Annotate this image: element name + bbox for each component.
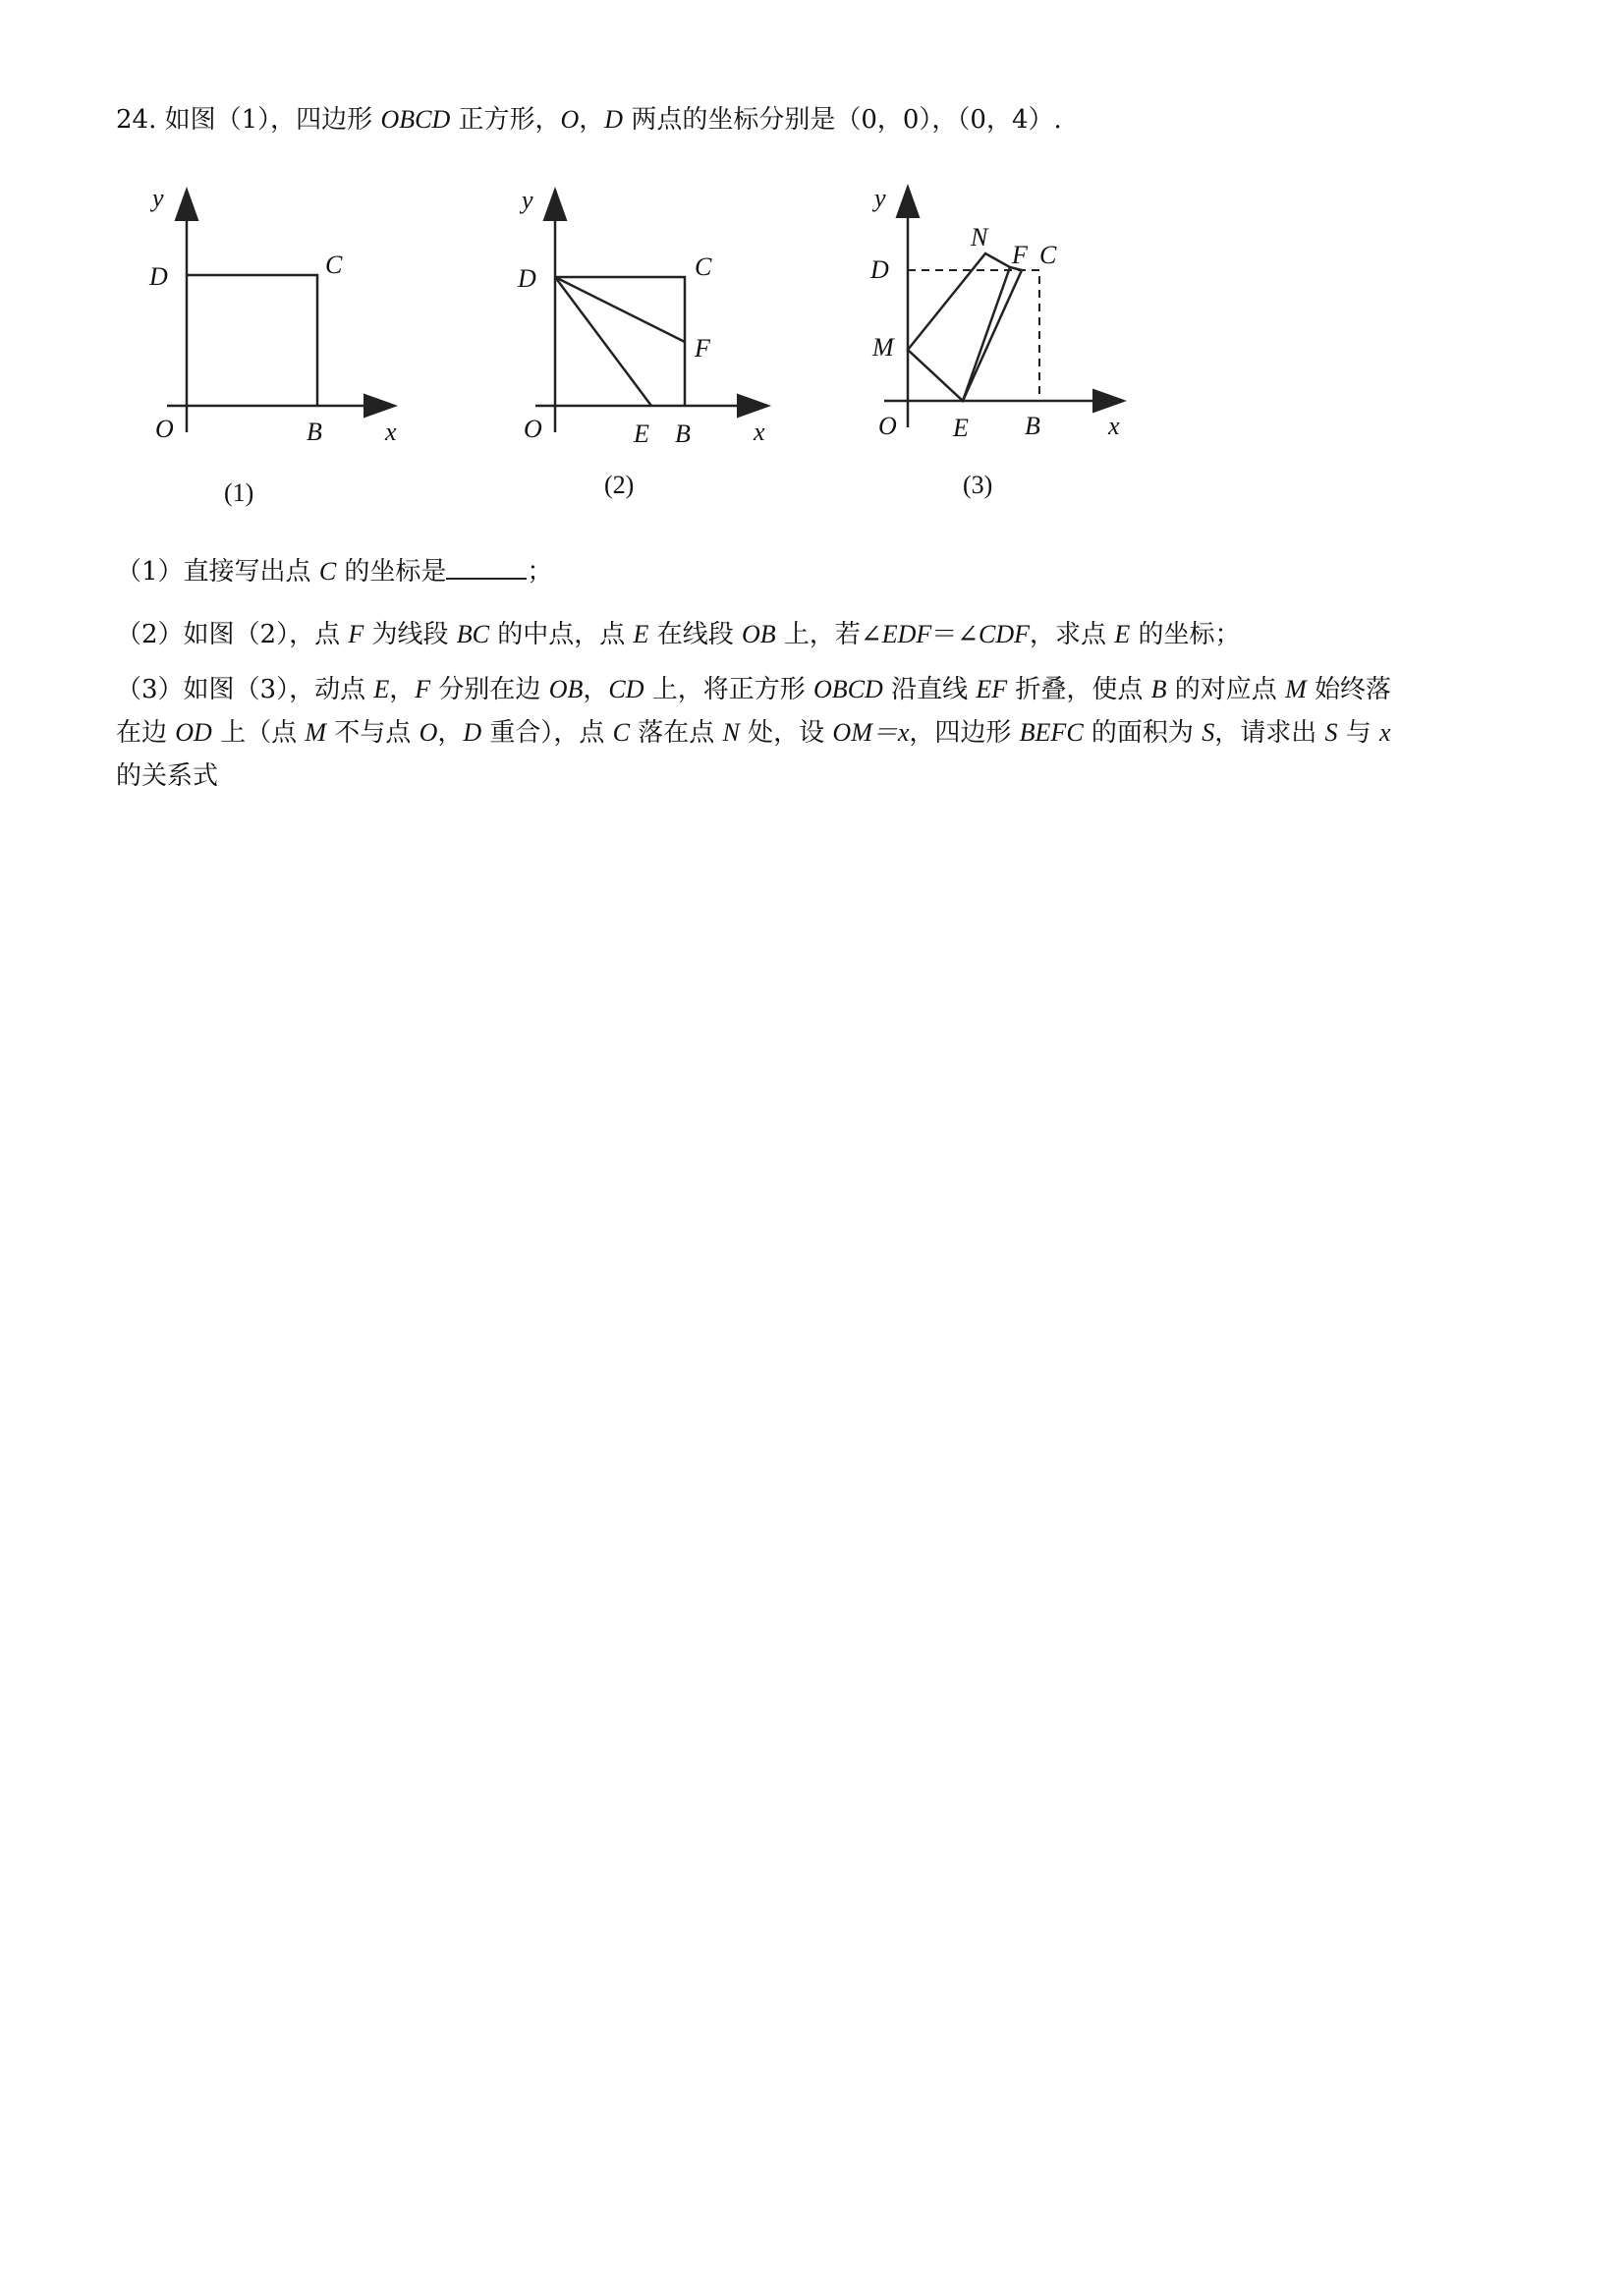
square-obcd [187,275,317,406]
question-2: （2）如图（2），点 F 为线段 BC 的中点，点 E 在线段 OB 上，若∠EDF＝∠CDF，求点 E 的坐标； [116,620,1241,649]
problem-number: 24. [116,105,157,135]
label-c: C [325,251,343,279]
caption-3: (3) [963,471,993,499]
label-x: x [1108,412,1120,440]
caption-1: (1) [224,478,254,507]
label-x: x [754,418,765,446]
label-y: y [152,184,164,212]
question-3-line-3: 的关系式 [116,761,219,791]
label-f: F [1012,241,1028,269]
label-d: D [518,264,536,293]
figure-1 [138,177,422,521]
dashed-square [908,270,1039,401]
label-m: M [872,333,894,362]
label-n: N [971,223,988,252]
label-c: C [695,252,712,281]
label-x: x [385,418,397,446]
label-d: D [870,255,889,284]
label-c: C [1039,241,1057,269]
folded-quadrilateral [908,253,1022,401]
square-obcd [555,277,685,406]
label-o: O [524,415,542,443]
question-3-line-1: （3）如图（3），动点 E，F 分别在边 OB，CD 上，将正方形 OBCD 沿直线 EF 折叠，使点 B 的对应点 M 始终落 [116,675,1391,704]
label-y: y [874,184,886,212]
label-b: B [675,420,691,448]
problem-intro: 24. 如图（1），四边形 OBCD 正方形，O，D 两点的坐标分别是（0，0），（0，4）. [116,105,1062,135]
label-e: E [953,414,969,442]
answer-blank[interactable] [446,554,527,580]
segment-ef [963,267,1010,401]
question-1: （1）直接写出点 C 的坐标是 ； [116,554,552,589]
label-o: O [878,412,897,440]
figure-2 [506,177,791,521]
segment-df [555,277,685,342]
question-3-line-2: 在边 OD 上（点 M 不与点 O，D 重合），点 C 落在点 N 处，设 OM＝x，四边形 BEFC 的面积为 S，请求出 S 与 x [116,718,1391,748]
caption-2: (2) [604,471,635,499]
label-d: D [149,262,168,291]
label-e: E [634,420,649,448]
label-f: F [695,334,710,363]
label-b: B [307,418,322,446]
label-y: y [522,186,533,214]
label-o: O [155,415,174,443]
segment-de [555,277,651,406]
label-b: B [1025,412,1040,440]
figure-3 [865,177,1149,521]
